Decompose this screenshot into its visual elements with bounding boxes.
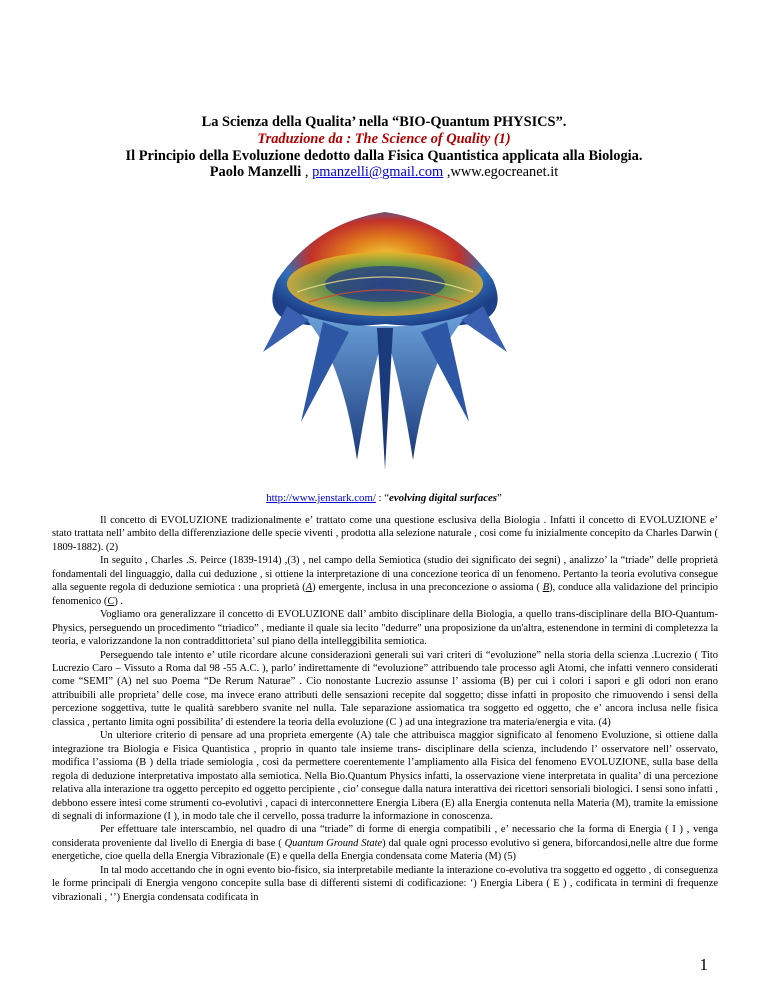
paragraph: Perseguendo tale intento e’ utile ricordare alcune considerazioni generali sui vari criteri di “evoluzione” nella storia della scienza .Lucrezio ( Tito Lucrezio Caro – Vissuto a Roma dal 98 -55 A.C. ), parlo’ indirettamente di “evoluzione” attribuendo tale processo agli Atomi, che infatti vennero considerati come “SEMI” (A) nel suo Poema “De Rerum Naturae” . Cio nonostante Lucrezio assunse l’ assioma (B) per cui i colori i sapori e gli odori non erano attribuibili alle proprieta’ delle cose, ma invece erano attributi delle sensazioni recepite dal soggetto; disse infatti in proposito che rimuovendo i sensi della percezione soggettiva, tutte le qualità sarebbero svanite nel nulla. Tale separazione assiomatica tra soggetto ed oggetto, che e’ ancora inclusa nelle fisica classica , pertanto limita ogni possibilita’ di estendere la teoria della evoluzione (C ) ad una integrazione tra materia/energia e vita. (4): [52, 649, 718, 728]
author-website: ,www.egocreanet.it: [446, 164, 559, 180]
paragraph: Un ulteriore criterio di pensare ad una proprieta emergente (A) tale che attribuisca maggior significato al fenomeno Evoluzione, si ottiene dalla integrazione tra Biologia e Fisica Quantistica , proprio in quanto tale insieme trans- disciplinare della scienza, includendo l’ osservatore nell’ osservato, modifica l’assioma (B ) della triade semiologia , cosi da permettere coerentemente l’ampliamento alla Fisica del fenomeno EVOLUZIONE, sulla base della regola di deduzione interpretativa impostato alla semiotica. Nella Bio.Quantum Physics infatti, la osservazione viene interpretata in qualita’ di una percezione relativa alla interazione tra oggetto percepito ed oggetto percipiente , cio’ consegue dalla natura interattiva dei ricettori sensoriali biologici. I sensi sono infatti , debbono essere intesi come strumenti co-evolutivi , capaci di interconnettere Energia Libera (E) alla Energia contenuta nella Materia (M), tramite la emissione di segnali di informazione (I ), in modo tale che il cervello, possa tradurre la informazione in conoscenza.: [52, 730, 718, 822]
document-title: La Scienza della Qualita’ nella “BIO-Quantum PHYSICS”.: [201, 114, 567, 130]
symbol-c: C: [107, 595, 115, 607]
paragraph: In tal modo accettando che in ogni evento bio-fisico, sia interpretabile mediante la interazione co-evolutiva tra soggetto ed oggetto , di conseguenza le forme principali di Energia vengono concepite sulla base di differenti sistemi di codificazione: ‘) Energia Libera ( E ) , codificata in termini di frequenze vibrazionali , ‘’) Energia condensata codificata in: [52, 864, 718, 903]
page-number: 1: [699, 955, 708, 974]
author-separator: ,: [304, 164, 313, 180]
document-subtitle: Il Principio della Evoluzione dedotto dalla Fisica Quantistica applicata alla Biologia.: [125, 148, 643, 164]
figure-caption: [60, 492, 708, 504]
symbol-b: B: [542, 582, 550, 594]
paragraph-text: In seguito , Charles .S. Peirce (1839-1914) ,(3) , nel campo della Semiotica (studio dei significato dei segni) , analizzo’ la “triade” delle proprietà fondamentali del linguaggio, dalla cui deduzione , si ottiene la interpretazione di una concezione teorica di un fenomeno. Pertanto la teoria evolutiva consegue alla seguente regola di deduzione semiotica : una proprietà (: [52, 555, 718, 594]
paragraph-text: ) .: [114, 595, 124, 607]
translation-line: Traduzione da : The Science of Quality (1): [257, 131, 511, 147]
caption-link[interactable]: http://www.jenstark.com/: [266, 492, 376, 504]
paragraph: Vogliamo ora generalizzare il concetto di EVOLUZIONE dall’ ambito disciplinare della Biologia, a quello trans-disciplinare della BIO-Quantum-Physics, perseguendo un procedimento “triadico” , mediante il quale sia lecito "dedurre" una proposizione da un'altra, estenendone in termini di completezza la teoria, e valorizzandone la non contraddittorieta’ sul piano della intelleggibilita semiotica.: [52, 609, 718, 648]
paragraph-text: ) emergente, inclusa in una preconcezione o assioma (: [312, 582, 543, 594]
paragraph: [52, 823, 718, 863]
caption-end: ”: [497, 492, 502, 504]
paragraph: [52, 554, 718, 608]
caption-title: evolving digital surfaces: [389, 492, 498, 504]
paragraph-text: Per effettuare tale interscambio, nel quadro di una “triade” di forme di energia compatibili , e’ necessario che la forma di Energia ( I ) , venga considerata proveniente dal livello di Energia di base (: [52, 824, 718, 849]
paragraph-text: ), conduce alla validazione del principio fenomenico (: [52, 582, 718, 607]
author-name: Paolo Manzelli: [209, 164, 302, 180]
body-text: [52, 514, 718, 904]
caption-separator: : “: [375, 492, 390, 504]
paragraph: Il concetto di EVOLUZIONE tradizionalmente e’ trattato come una questione esclusiva della Biologia . Infatti il concetto di EVOLUZIONE e’ stato trattata nell’ ambito della differenziazione delle specie viventi , prodotta alla selezione naturale , cosi come fu inizialmente concepito da Charles Darwin ( 1809-1882). (2): [52, 515, 718, 553]
symbol-a: A: [305, 582, 313, 594]
quantum-ground-state: Quantum Ground State: [284, 837, 383, 849]
author-email-link[interactable]: pmanzelli@gmail.com: [312, 164, 444, 180]
evolving-digital-surface-image: [257, 202, 513, 472]
paragraph-text: ) dal quale ogni processo evolutivo si genera, biforcandosi,nelle altre due forme energetiche, cioe quella della Energia Vibrazionale (E) e quella della Energia condensata come Materia (M) (5): [52, 837, 718, 863]
author-line: [60, 164, 708, 181]
